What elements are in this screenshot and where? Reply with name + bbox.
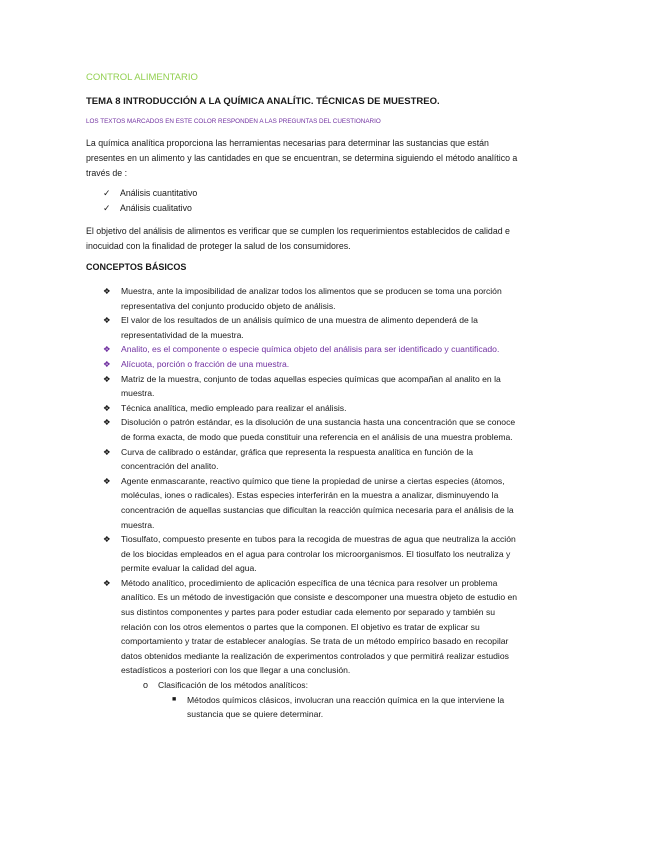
list-item: [103, 576, 518, 722]
list-item-text: Muestra, ante la imposibilidad de analizar todos los alimentos que se producen se toma una porción representativa del conjunto producido objeto de análisis.: [121, 286, 502, 311]
diamond-bullet-icon: ❖: [103, 315, 111, 326]
diamond-bullet-icon: ❖: [103, 446, 111, 457]
classification-list: [121, 678, 518, 722]
list-item-text: Análisis cuantitativo: [120, 188, 198, 198]
diamond-bullet-icon: ❖: [103, 534, 111, 545]
list-item-text: Disolución o patrón estándar, es la disolución de una sustancia hasta una concentración que se conoce de forma exacta, de modo que pueda constituir una referencia en el análisis de una muestra problema.: [121, 417, 516, 442]
list-item-highlighted: [103, 342, 518, 357]
check-icon: ✓: [103, 203, 111, 213]
diamond-bullet-icon: ❖: [103, 402, 111, 413]
list-item: [103, 532, 518, 576]
circle-bullet-icon: o: [143, 680, 149, 691]
list-item-text: Técnica analítica, medio empleado para realizar el análisis.: [121, 402, 347, 413]
list-item: [103, 186, 197, 201]
list-item: [103, 445, 518, 474]
list-item: [172, 693, 518, 722]
highlight-note: LOS TEXTOS MARCADOS EN ESTE COLOR RESPONDEN A LAS PREGUNTAS DEL CUESTIONARIO: [86, 118, 381, 125]
method-types-list: [158, 693, 518, 722]
list-item: [103, 201, 197, 216]
list-item-text: Agente enmascarante, reactivo químico que tiene la propiedad de unirse a ciertas especies (átomos, moléculas, iones o radicales). Estas especies interferirán en la muestra a analizar, disminuyendo la concentración de aquellas sustancias que dificultan la reacción química necesaria para el análisis de la muestra.: [121, 475, 514, 530]
list-item-highlighted: [103, 357, 518, 372]
objective-paragraph: El objetivo del análisis de alimentos es verificar que se cumplen los requerimientos establecidos de calidad e inocuidad con la finalidad de proteger la salud de los consumidores.: [86, 226, 510, 251]
diamond-bullet-icon: ❖: [103, 358, 111, 369]
diamond-bullet-icon: ❖: [103, 417, 111, 428]
list-item: [103, 401, 518, 416]
list-item: [103, 415, 518, 444]
diamond-bullet-icon: ❖: [103, 577, 111, 588]
diamond-bullet-icon: ❖: [103, 373, 111, 384]
list-item-text: Analito, es el componente o especie química objeto del análisis para ser identificado y cuantificado.: [121, 344, 500, 355]
list-item-text: Clasificación de los métodos analíticos:: [158, 680, 308, 691]
page-title: TEMA 8 INTRODUCCIÓN A LA QUÍMICA ANALÍTIC. TÉCNICAS DE MUESTREO.: [86, 96, 440, 107]
list-item-text: Curva de calibrado o estándar, gráfica que representa la respuesta analítica en función de la concentración del analito.: [121, 446, 474, 472]
list-item-text: Análisis cualitativo: [120, 203, 192, 213]
section-heading: CONCEPTOS BÁSICOS: [86, 262, 187, 272]
list-item-text: Matriz de la muestra, conjunto de todas aquellas especies químicas que acompañan al analito en la muestra.: [121, 373, 501, 399]
list-item: [143, 678, 518, 722]
intro-paragraph: La química analítica proporciona las herramientas necesarias para determinar las sustancias que están presentes en un alimento y las cantidades en que se encuentran, se determina siguiendo el método analítico a través de :: [86, 138, 518, 178]
diamond-bullet-icon: ❖: [103, 344, 111, 355]
list-item-text: Alícuota, porción o fracción de una muestra.: [121, 358, 290, 369]
list-item-text: Tiosulfato, compuesto presente en tubos para la recogida de muestras de agua que neutraliza la acción de los biocidas empleados en el agua para controlar los microorganismos. El tiosulfato los neutraliza y permite evaluar la calidad del agua.: [121, 534, 516, 574]
document-header: CONTROL ALIMENTARIO: [86, 72, 198, 83]
diamond-bullet-icon: ❖: [103, 475, 111, 486]
list-item-text: Métodos químicos clásicos, involucran una reacción química en la que interviene la sustancia que se quiere determinar.: [187, 694, 505, 720]
list-item: [103, 372, 518, 401]
analysis-types-list: [103, 186, 197, 216]
square-bullet-icon: ■: [172, 695, 177, 703]
list-item-text: El valor de los resultados de un análisis químico de una muestra de alimento dependerá de la representatividad de la muestra.: [121, 315, 478, 340]
list-item-text: Método analítico, procedimiento de aplicación específica de una técnica para resolver un problema analítico. Es un método de investigación que consiste e descomponer una muestra objeto de estudio en sus distintos componentes y partes para poder estudiar cada elemento por separado y también su relación con los otros elementos o partes que la componen. El objetivo es tratar de explicar su comportamiento y tratar de establecer analogías. Se trata de un método empírico basado en recopilar datos obtenidos mediante la realización de experimentos controlados y que permitirá realizar estudios estadísticos a posteriori con los que llegar a una conclusión.: [121, 577, 518, 676]
list-item: [103, 313, 518, 342]
list-item: [103, 474, 518, 532]
list-item: [103, 284, 518, 313]
check-icon: ✓: [103, 188, 111, 198]
diamond-bullet-icon: ❖: [103, 286, 111, 296]
concepts-list: [103, 284, 518, 722]
